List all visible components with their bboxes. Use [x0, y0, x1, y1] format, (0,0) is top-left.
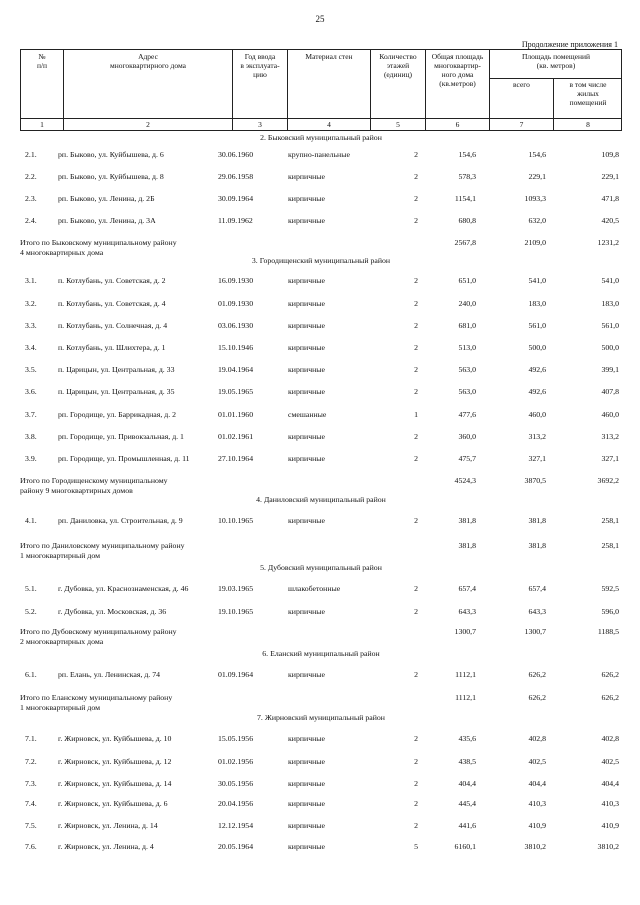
row-total-area: 513,0 — [458, 343, 476, 352]
row-residential-area: 402,8 — [601, 734, 619, 743]
row-total-area: 154,6 — [458, 150, 476, 159]
row-number: 5.1. — [25, 584, 37, 593]
row-floors: 2 — [414, 194, 418, 203]
row-total-area: 651,0 — [458, 276, 476, 285]
row-residential-area: 561,0 — [601, 321, 619, 330]
row-total-area: 404,4 — [458, 779, 476, 788]
row-number: 4.1. — [25, 516, 37, 525]
header-col-material: Материал стен — [287, 50, 370, 118]
row-residential-area: 420,5 — [601, 216, 619, 225]
table-row — [20, 799, 622, 809]
row-floors: 5 — [414, 842, 418, 851]
row-total-area: 441,6 — [458, 821, 476, 830]
row-material: кирпичные — [288, 607, 325, 616]
total-area-sum: 1112,1 — [455, 693, 476, 702]
row-premises-area: 410,9 — [528, 821, 546, 830]
row-residential-area: 471,8 — [601, 194, 619, 203]
row-material: кирпичные — [288, 516, 325, 525]
section-title: 6. Еланский муниципальный район — [262, 649, 380, 658]
row-address: п. Царицын, ул. Центральная, д. 35 — [58, 387, 175, 396]
row-residential-area: 327,1 — [601, 454, 619, 463]
table-row — [20, 454, 622, 464]
row-year: 29.06.1958 — [218, 172, 254, 181]
row-residential-area: 183,0 — [601, 299, 619, 308]
total-area-sum: 381,8 — [458, 541, 476, 550]
row-number: 3.3. — [25, 321, 37, 330]
header-col-year: Год ввода в эксплуата- цию — [232, 50, 287, 118]
row-number: 2.4. — [25, 216, 37, 225]
row-floors: 1 — [414, 410, 418, 419]
row-year: 19.04.1964 — [218, 365, 254, 374]
row-total-area: 578,3 — [458, 172, 476, 181]
row-total-area: 475,7 — [458, 454, 476, 463]
row-address: г. Жирновск, ул. Куйбышева, д. 14 — [58, 779, 172, 788]
section-title: 7. Жирновский муниципальный район — [257, 713, 385, 722]
row-total-area: 240,0 — [458, 299, 476, 308]
row-year: 30.05.1956 — [218, 779, 254, 788]
row-floors: 2 — [414, 172, 418, 181]
row-number: 3.6. — [25, 387, 37, 396]
row-total-area: 477,6 — [458, 410, 476, 419]
section-total-label-cont: 2 многоквартирных дома — [20, 637, 104, 646]
row-number: 2.3. — [25, 194, 37, 203]
row-material: кирпичные — [288, 387, 325, 396]
header-col-residential: в том числе жилых помещений — [553, 78, 622, 118]
table-row — [20, 276, 622, 286]
row-premises-area: 402,8 — [528, 734, 546, 743]
row-floors: 2 — [414, 432, 418, 441]
table-row — [20, 299, 622, 309]
row-residential-area: 229,1 — [601, 172, 619, 181]
row-number: 7.3. — [25, 779, 37, 788]
row-total-area: 360,0 — [458, 432, 476, 441]
row-residential-area: 399,1 — [601, 365, 619, 374]
row-material: смешанные — [288, 410, 327, 419]
table-row — [20, 410, 622, 420]
total-premises-sum: 626,2 — [528, 693, 546, 702]
total-residential-sum: 1231,2 — [597, 238, 619, 247]
row-material: кирпичные — [288, 842, 325, 851]
table-row — [20, 387, 622, 397]
row-total-area: 657,4 — [458, 584, 476, 593]
row-residential-area: 109,8 — [601, 150, 619, 159]
col-number-8: 8 — [553, 119, 622, 130]
row-total-area: 681,0 — [458, 321, 476, 330]
row-floors: 2 — [414, 734, 418, 743]
section-total-label: Итого по Городищенскому муниципальному — [20, 476, 168, 485]
row-year: 15.10.1946 — [218, 343, 254, 352]
row-premises-area: 402,5 — [528, 757, 546, 766]
row-premises-area: 657,4 — [528, 584, 546, 593]
row-floors: 2 — [414, 150, 418, 159]
row-residential-area: 402,5 — [601, 757, 619, 766]
row-material: кирпичные — [288, 799, 325, 808]
total-premises-sum: 1300,7 — [524, 627, 546, 636]
row-residential-area: 313,2 — [601, 432, 619, 441]
row-residential-area: 500,0 — [601, 343, 619, 352]
row-residential-area: 407,8 — [601, 387, 619, 396]
table-row — [20, 757, 622, 767]
section-total-label-cont: 4 многоквартирных дома — [20, 248, 104, 257]
row-number: 7.6. — [25, 842, 37, 851]
section-total-label: Итого по Дубовскому муниципальному району — [20, 627, 177, 636]
row-number: 3.1. — [25, 276, 37, 285]
row-residential-area: 410,9 — [601, 821, 619, 830]
row-material: кирпичные — [288, 172, 325, 181]
row-total-area: 680,8 — [458, 216, 476, 225]
row-total-area: 381,8 — [458, 516, 476, 525]
row-premises-area: 632,0 — [528, 216, 546, 225]
row-year: 12.12.1954 — [218, 821, 254, 830]
table-row — [20, 607, 622, 617]
row-address: г. Жирновск, ул. Куйбышева, д. 12 — [58, 757, 172, 766]
section-total-label: Итого по Еланскому муниципальному району — [20, 693, 173, 702]
row-address: рп. Городище, ул. Баррикадная, д. 2 — [58, 410, 176, 419]
col-number-1: 1 — [20, 119, 63, 130]
row-address: г. Дубовка, ул. Московская, д. 36 — [58, 607, 167, 616]
row-floors: 2 — [414, 799, 418, 808]
row-material: кирпичные — [288, 734, 325, 743]
col-number-5: 5 — [370, 119, 425, 130]
page-number: 25 — [315, 14, 325, 24]
row-premises-area: 327,1 — [528, 454, 546, 463]
row-number: 7.5. — [25, 821, 37, 830]
table-row — [20, 779, 622, 789]
row-premises-area: 561,0 — [528, 321, 546, 330]
row-floors: 2 — [414, 454, 418, 463]
row-floors: 2 — [414, 299, 418, 308]
row-total-area: 643,3 — [458, 607, 476, 616]
row-number: 2.1. — [25, 150, 37, 159]
section-title: 5. Дубовский муниципальный район — [260, 563, 382, 572]
header-right-border — [621, 50, 622, 118]
row-year: 01.09.1930 — [218, 299, 254, 308]
row-year: 01.09.1964 — [218, 670, 254, 679]
row-material: кирпичные — [288, 821, 325, 830]
total-premises-sum: 2109,0 — [524, 238, 546, 247]
row-floors: 2 — [414, 670, 418, 679]
row-premises-area: 460,0 — [528, 410, 546, 419]
row-year: 11.09.1962 — [218, 216, 253, 225]
row-year: 30.09.1964 — [218, 194, 254, 203]
row-total-area: 563,0 — [458, 387, 476, 396]
header-col-total-area: Общая площадь многоквартир- ного дома (кв.метров) — [425, 50, 489, 118]
row-year: 01.02.1961 — [218, 432, 254, 441]
row-total-area: 6160,1 — [454, 842, 476, 851]
row-material: кирпичные — [288, 216, 325, 225]
table-row — [20, 216, 622, 226]
row-material: кирпичные — [288, 343, 325, 352]
section-total-label: Итого по Даниловскому муниципальному району — [20, 541, 185, 550]
row-premises-area: 500,0 — [528, 343, 546, 352]
row-number: 3.4. — [25, 343, 37, 352]
header-col-address: Адрес многоквартирного дома — [63, 50, 232, 118]
table-row — [20, 670, 622, 680]
row-number: 3.7. — [25, 410, 37, 419]
row-address: п. Котлубань, ул. Советская, д. 2 — [58, 276, 166, 285]
row-number: 7.2. — [25, 757, 37, 766]
numbers-right-border — [621, 119, 622, 130]
row-premises-area: 492,6 — [528, 365, 546, 374]
row-address: г. Жирновск, ул. Куйбышева, д. 6 — [58, 799, 168, 808]
row-total-area: 445,4 — [458, 799, 476, 808]
column-numbers-row — [20, 118, 622, 131]
table-row — [20, 842, 622, 852]
table-row — [20, 584, 622, 594]
row-year: 20.05.1964 — [218, 842, 254, 851]
row-floors: 2 — [414, 779, 418, 788]
header-col-all: всего — [489, 78, 553, 118]
row-residential-area: 404,4 — [601, 779, 619, 788]
table-row — [20, 432, 622, 442]
row-material: кирпичные — [288, 757, 325, 766]
section-total-label-cont: 1 многоквартирный дом — [20, 703, 101, 712]
row-address: рп. Городище, ул. Привокзальная, д. 1 — [58, 432, 184, 441]
appendix-note: Продолжение приложения 1 — [521, 40, 618, 49]
row-material: кирпичные — [288, 365, 325, 374]
row-year: 19.03.1965 — [218, 584, 254, 593]
table-row — [20, 516, 622, 526]
row-year: 19.05.1965 — [218, 387, 254, 396]
table-row — [20, 194, 622, 204]
row-address: рп. Быково, ул. Ленина, д. 3А — [58, 216, 156, 225]
table-row — [20, 321, 622, 331]
total-premises-sum: 3870,5 — [524, 476, 546, 485]
row-premises-area: 404,4 — [528, 779, 546, 788]
row-premises-area: 381,8 — [528, 516, 546, 525]
total-residential-sum: 3692,2 — [597, 476, 619, 485]
row-address: рп. Быково, ул. Куйбышева, д. 8 — [58, 172, 164, 181]
row-premises-area: 643,3 — [528, 607, 546, 616]
row-material: кирпичные — [288, 321, 325, 330]
row-premises-area: 626,2 — [528, 670, 546, 679]
row-year: 27.10.1964 — [218, 454, 254, 463]
row-floors: 2 — [414, 276, 418, 285]
row-material: кирпичные — [288, 299, 325, 308]
section-title: 4. Даниловский муниципальный район — [256, 495, 386, 504]
row-number: 3.5. — [25, 365, 37, 374]
row-number: 7.4. — [25, 799, 37, 808]
row-address: рп. Быково, ул. Ленина, д. 2Б — [58, 194, 155, 203]
row-number: 6.1. — [25, 670, 37, 679]
col-number-4: 4 — [287, 119, 370, 130]
row-floors: 2 — [414, 516, 418, 525]
row-floors: 2 — [414, 821, 418, 830]
table-row — [20, 821, 622, 831]
row-residential-area: 460,0 — [601, 410, 619, 419]
row-address: рп. Быково, ул. Куйбышева, д. 6 — [58, 150, 164, 159]
row-year: 30.06.1960 — [218, 150, 254, 159]
row-residential-area: 541,0 — [601, 276, 619, 285]
col-number-6: 6 — [425, 119, 489, 130]
row-floors: 2 — [414, 584, 418, 593]
header-col-number: № п/п — [20, 50, 63, 118]
table-row — [20, 172, 622, 182]
table-header — [20, 49, 622, 118]
row-address: г. Дубовка, ул. Краснознаменская, д. 46 — [58, 584, 189, 593]
total-residential-sum: 1188,5 — [597, 627, 619, 636]
table-row — [20, 343, 622, 353]
row-total-area: 563,0 — [458, 365, 476, 374]
row-material: кирпичные — [288, 432, 325, 441]
header-col-floors: Количество этажей (единиц) — [370, 50, 425, 118]
row-address: рп. Елань, ул. Ленинская, д. 74 — [58, 670, 161, 679]
row-year: 15.05.1956 — [218, 734, 254, 743]
row-premises-area: 541,0 — [528, 276, 546, 285]
section-title: 2. Быковский муниципальный район — [260, 133, 382, 142]
row-year: 19.10.1965 — [218, 607, 254, 616]
row-premises-area: 229,1 — [528, 172, 546, 181]
row-year: 16.09.1930 — [218, 276, 254, 285]
row-number: 3.8. — [25, 432, 37, 441]
housing-table — [20, 49, 622, 851]
row-floors: 2 — [414, 757, 418, 766]
row-premises-area: 313,2 — [528, 432, 546, 441]
section-total-label-cont: 1 многоквартирный дом — [20, 551, 101, 560]
row-residential-area: 410,3 — [601, 799, 619, 808]
row-year: 10.10.1965 — [218, 516, 254, 525]
row-number: 3.9. — [25, 454, 37, 463]
col-number-3: 3 — [232, 119, 287, 130]
row-number: 5.2. — [25, 607, 37, 616]
header-col-premises-area: Площадь помещений (кв. метров) — [489, 50, 622, 78]
row-premises-area: 3810,2 — [524, 842, 546, 851]
table-row — [20, 150, 622, 160]
row-premises-area: 1093,3 — [524, 194, 546, 203]
row-address: рп. Даниловка, ул. Строительная, д. 9 — [58, 516, 183, 525]
table-row — [20, 365, 622, 375]
row-premises-area: 154,6 — [528, 150, 546, 159]
row-premises-area: 410,3 — [528, 799, 546, 808]
row-address: рп. Городище, ул. Промышленная, д. 11 — [58, 454, 190, 463]
section-total-label-cont: району 9 многоквартирных домов — [20, 486, 133, 495]
row-material: кирпичные — [288, 779, 325, 788]
row-floors: 2 — [414, 216, 418, 225]
section-total-label: Итого по Быковскому муниципальному району — [20, 238, 177, 247]
row-address: г. Жирновск, ул. Ленина, д. 14 — [58, 821, 158, 830]
row-residential-area: 258,1 — [601, 516, 619, 525]
section-title: 3. Городищенский муниципальный район — [251, 256, 391, 265]
row-year: 01.01.1960 — [218, 410, 254, 419]
row-floors: 2 — [414, 365, 418, 374]
table-row — [20, 734, 622, 744]
row-residential-area: 592,5 — [601, 584, 619, 593]
row-number: 2.2. — [25, 172, 37, 181]
row-address: г. Жирновск, ул. Куйбышева, д. 10 — [58, 734, 172, 743]
row-total-area: 1112,1 — [455, 670, 476, 679]
row-total-area: 1154,1 — [454, 194, 476, 203]
row-total-area: 438,5 — [458, 757, 476, 766]
row-material: кирпичные — [288, 276, 325, 285]
col-number-2: 2 — [63, 119, 232, 130]
row-address: п. Котлубань, ул. Солнечная, д. 4 — [58, 321, 168, 330]
row-year: 20.04.1956 — [218, 799, 254, 808]
row-number: 3.2. — [25, 299, 37, 308]
total-residential-sum: 258,1 — [601, 541, 619, 550]
row-residential-area: 626,2 — [601, 670, 619, 679]
row-address: п. Царицын, ул. Центральная, д. 33 — [58, 365, 175, 374]
total-residential-sum: 626,2 — [601, 693, 619, 702]
total-premises-sum: 381,8 — [528, 541, 546, 550]
row-material: крупно-панельные — [288, 150, 350, 159]
row-address: п. Котлубань, ул. Советская, д. 4 — [58, 299, 166, 308]
row-floors: 2 — [414, 607, 418, 616]
row-total-area: 435,6 — [458, 734, 476, 743]
row-floors: 2 — [414, 387, 418, 396]
row-premises-area: 492,6 — [528, 387, 546, 396]
total-area-sum: 1300,7 — [454, 627, 476, 636]
col-number-7: 7 — [489, 119, 553, 130]
row-material: кирпичные — [288, 454, 325, 463]
row-residential-area: 596,0 — [601, 607, 619, 616]
row-residential-area: 3810,2 — [597, 842, 619, 851]
row-material: шлакобетонные — [288, 584, 341, 593]
row-material: кирпичные — [288, 194, 325, 203]
total-area-sum: 2567,8 — [454, 238, 476, 247]
total-area-sum: 4524,3 — [454, 476, 476, 485]
row-material: кирпичные — [288, 670, 325, 679]
row-premises-area: 183,0 — [528, 299, 546, 308]
row-floors: 2 — [414, 321, 418, 330]
row-address: п. Котлубань, ул. Шлихтера, д. 1 — [58, 343, 166, 352]
row-year: 01.02.1956 — [218, 757, 254, 766]
row-year: 03.06.1930 — [218, 321, 254, 330]
row-floors: 2 — [414, 343, 418, 352]
row-address: г. Жирновск, ул. Ленина, д. 4 — [58, 842, 154, 851]
row-number: 7.1. — [25, 734, 37, 743]
